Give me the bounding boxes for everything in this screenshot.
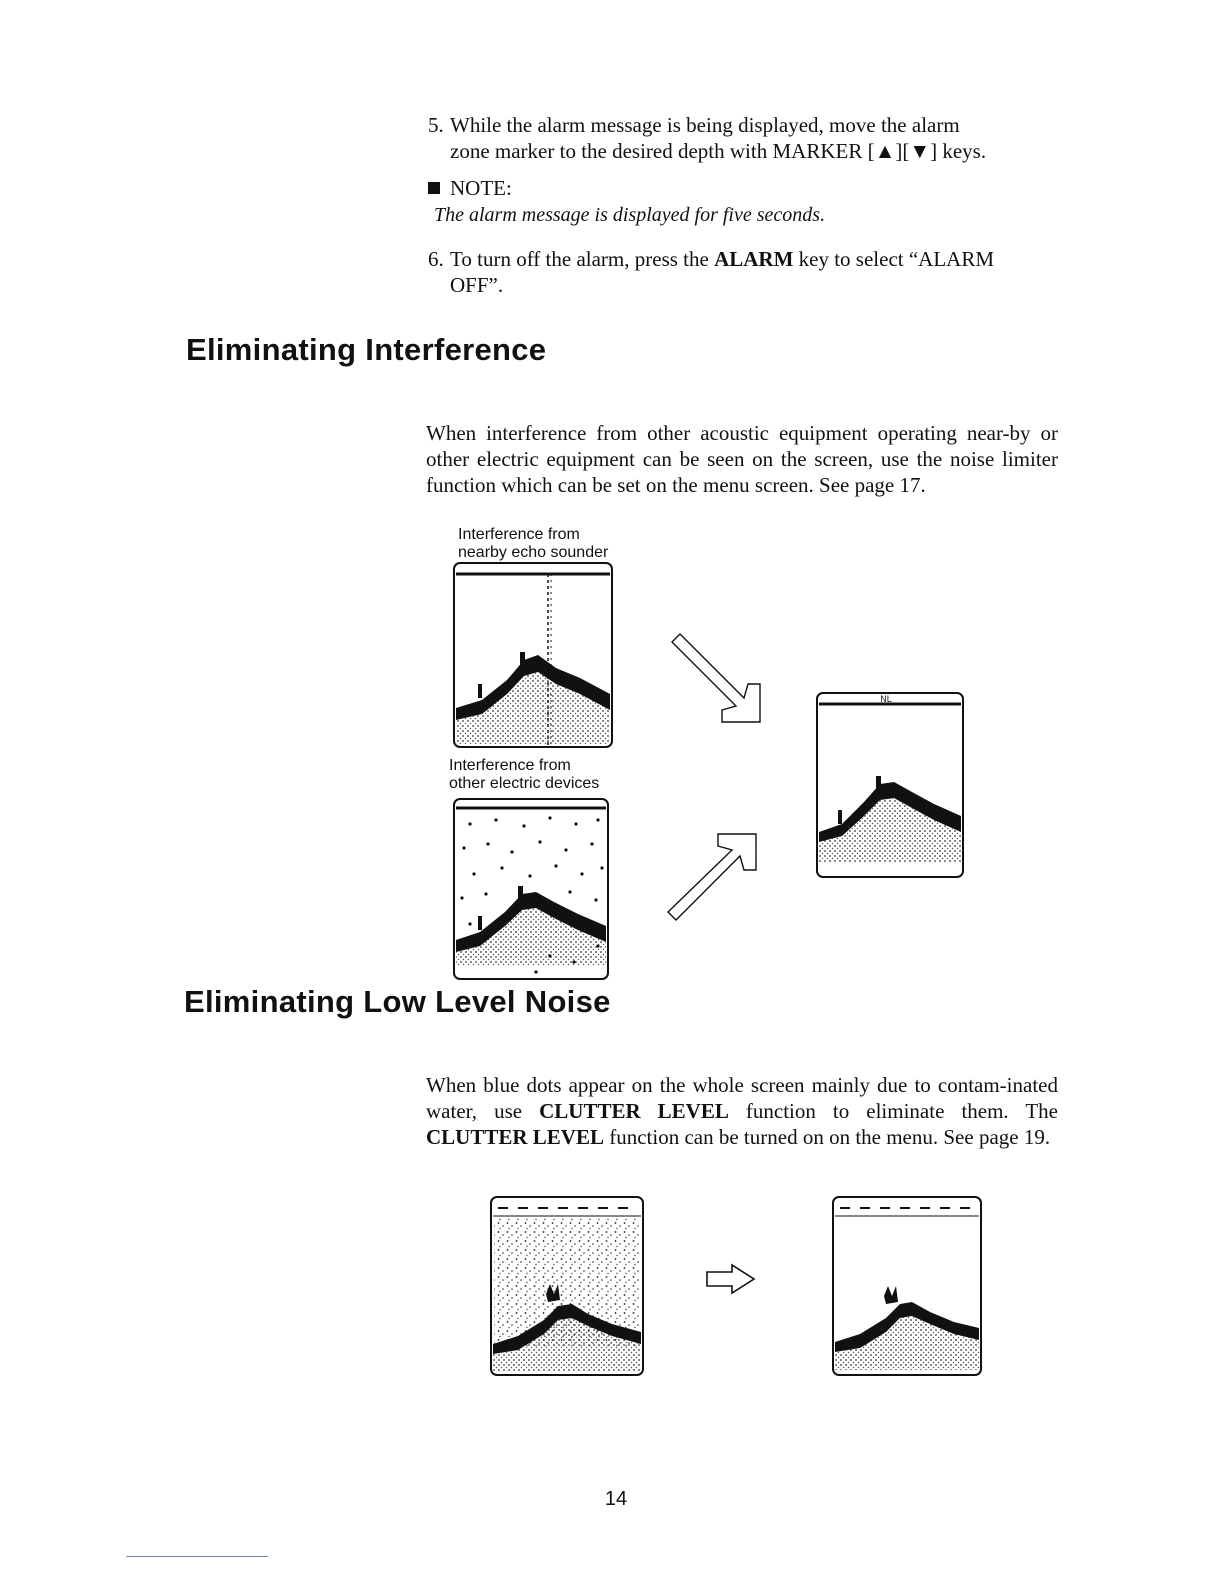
step-5-line-1: While the alarm message is being displayed, move the alarm xyxy=(450,113,960,137)
arrow-up-right-icon xyxy=(664,830,760,924)
electric-interference-screen xyxy=(450,796,614,982)
echo-sounder-interference-screen xyxy=(452,560,616,750)
clutter-level-key-2: CLUTTER LEVEL xyxy=(426,1125,604,1149)
bottom-rule xyxy=(126,1556,268,1557)
low-noise-text-pre: When blue dots appear on the whole screen mainly due to contam-inated water, use xyxy=(426,1073,1058,1123)
step-6-line-2: OFF”. xyxy=(450,273,504,297)
square-bullet-icon xyxy=(428,182,440,194)
note-heading xyxy=(428,176,512,201)
step-5-line-2: zone marker to the desired depth with MARKER [▲][▼] keys. xyxy=(450,139,987,163)
caption-electric-devices-line-1: Interference from xyxy=(449,757,571,774)
step-6-line-1-pre: To turn off the alarm, press the xyxy=(450,247,715,271)
cleared-result-screen xyxy=(814,690,968,880)
page-number: 14 xyxy=(604,1488,628,1510)
low-noise-text-post: function can be turned on on the menu. See page 19. xyxy=(603,1125,1051,1149)
note-label: NOTE: xyxy=(450,176,512,200)
arrow-right-icon xyxy=(704,1262,758,1296)
step-6-line-1-post: key to select “ALARM xyxy=(793,247,995,271)
low-level-noise-paragraph xyxy=(426,1072,1058,1150)
noisy-clutter-screen xyxy=(488,1194,646,1378)
interference-paragraph: When interference from other acoustic equipment operating near-by or other electric equipment can be seen on the screen, use the noise limiter function which can be set on the menu screen. See page 17. xyxy=(426,421,1058,497)
section-heading-interference: Eliminating Interference xyxy=(186,332,547,367)
caption-electric-devices xyxy=(449,757,599,793)
caption-echo-sounder xyxy=(458,526,608,562)
caption-electric-devices-line-2: other electric devices xyxy=(449,775,600,792)
noise-limiter-label: NL xyxy=(880,694,892,704)
caption-echo-sounder-line-1: Interference from xyxy=(458,526,580,543)
step-6 xyxy=(428,246,1060,298)
step-5 xyxy=(428,112,1060,164)
low-noise-text-mid: function to eliminate them. The xyxy=(728,1099,1058,1123)
arrow-down-right-icon xyxy=(668,632,764,726)
step-5-number: 5. xyxy=(428,113,444,137)
clutter-level-key-1: CLUTTER LEVEL xyxy=(539,1099,729,1123)
step-6-number: 6. xyxy=(428,247,444,271)
section-heading-low-level-noise: Eliminating Low Level Noise xyxy=(184,984,611,1019)
clean-clutter-screen xyxy=(830,1194,984,1378)
caption-echo-sounder-line-2: nearby echo sounder xyxy=(458,544,609,561)
alarm-key-label: ALARM xyxy=(714,247,794,271)
note-text: The alarm message is displayed for five seconds. xyxy=(434,204,826,226)
